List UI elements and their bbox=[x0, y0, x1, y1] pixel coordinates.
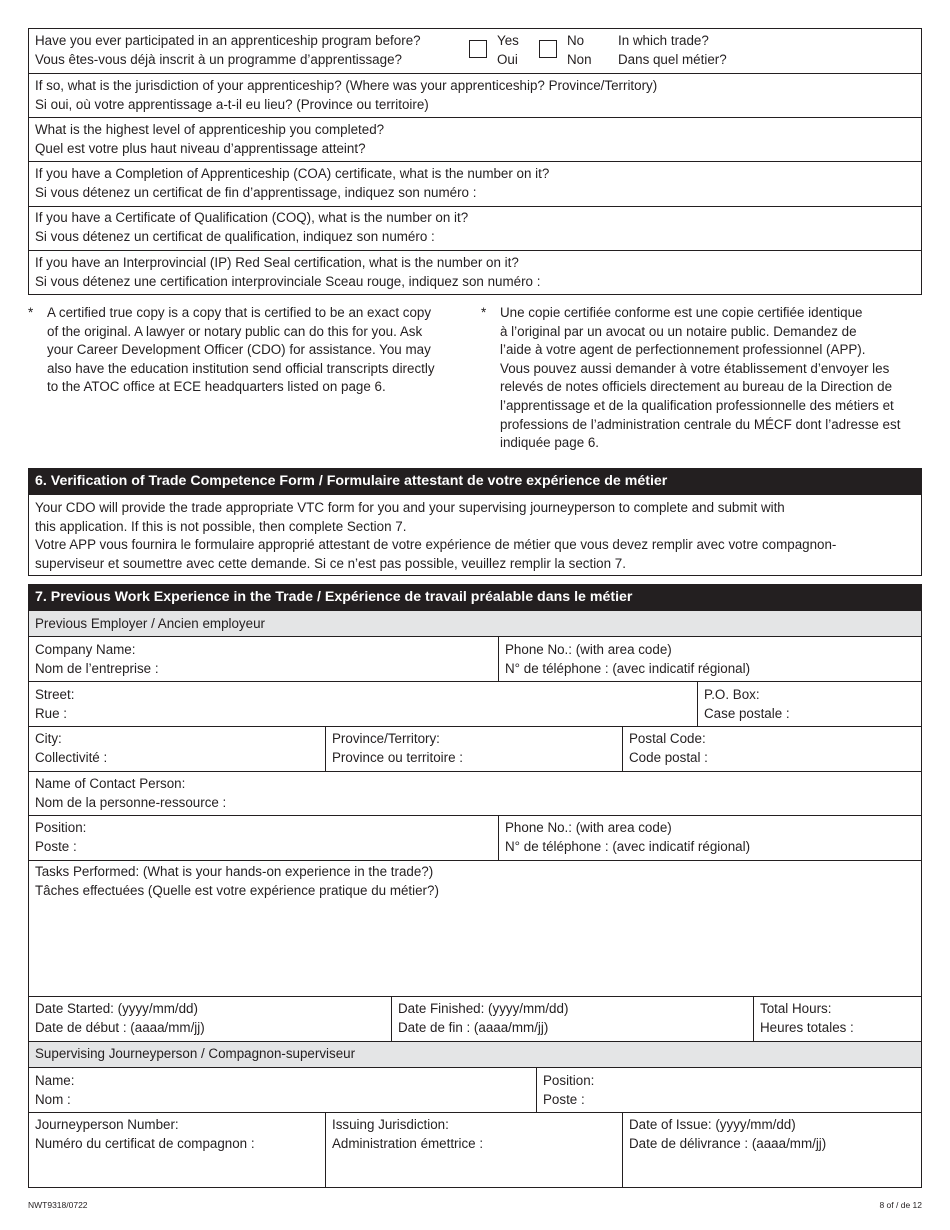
date-started-field[interactable]: Date Started: (yyyy/mm/dd) Date de début : (aaaa/mm/jj) bbox=[35, 1001, 205, 1035]
total-hours-field[interactable]: Total Hours: Heures totales : bbox=[760, 1001, 854, 1035]
page-number: 8 of / de 12 bbox=[879, 1200, 922, 1210]
divider bbox=[28, 161, 922, 162]
divider bbox=[28, 636, 922, 637]
divider bbox=[28, 1112, 922, 1113]
participated-yes-label: Yes Oui bbox=[497, 33, 519, 67]
tasks-performed-field[interactable]: Tasks Performed: (What is your hands-on experience in the trade?) Tâches effectuées (Quelle est votre expérience pratique du métier?) bbox=[35, 864, 439, 898]
date-finished-field[interactable]: Date Finished: (yyyy/mm/dd) Date de fin : (aaaa/mm/jj) bbox=[398, 1001, 569, 1035]
divider bbox=[28, 117, 922, 118]
divider bbox=[28, 250, 922, 251]
divider bbox=[28, 996, 922, 997]
divider bbox=[28, 771, 922, 772]
divider bbox=[622, 726, 623, 771]
coq-number-field[interactable]: If you have a Certificate of Qualification (COQ), what is the number on it? Si vous détenez un certificat de qualification, indiquez son numéro : bbox=[35, 210, 469, 244]
employer-phone-field[interactable]: Phone No.: (with area code) N° de téléphone : (avec indicatif régional) bbox=[505, 642, 751, 676]
participated-question: Have you ever participated in an apprenticeship program before? Vous êtes-vous déjà inscrit à un programme d’apprentissage? bbox=[35, 33, 421, 67]
section-6-title: 6. Verification of Trade Competence Form / Formulaire attestant de votre expérience de métier bbox=[28, 468, 922, 495]
street-field[interactable]: Street: Rue : bbox=[35, 687, 75, 721]
divider bbox=[325, 1112, 326, 1188]
highest-level-field[interactable]: What is the highest level of apprenticeship you completed? Quel est votre plus haut niveau d’apprentissage atteint? bbox=[35, 122, 385, 156]
red-seal-number-field[interactable]: If you have an Interprovincial (IP) Red Seal certification, what is the number on it? Si vous détenez une certification interprovinciale Sceau rouge, indiquez son numéro : bbox=[35, 255, 541, 289]
divider bbox=[28, 815, 922, 816]
divider bbox=[622, 1112, 623, 1188]
company-name-field[interactable]: Company Name: Nom de l’entreprise : bbox=[35, 642, 159, 676]
divider bbox=[28, 726, 922, 727]
divider bbox=[697, 681, 698, 726]
section-7-title: 7. Previous Work Experience in the Trade / Expérience de travail préalable dans le métier bbox=[28, 584, 922, 611]
divider bbox=[28, 681, 922, 682]
divider bbox=[391, 996, 392, 1041]
participated-no-checkbox[interactable] bbox=[539, 40, 557, 58]
jurisdiction-field[interactable]: If so, what is the jurisdiction of your apprenticeship? (Where was your apprenticeship? Province/Territory) Si oui, où votre apprentissage a-t-il eu lieu? (Province ou territoire) bbox=[35, 78, 658, 112]
divider bbox=[753, 996, 754, 1041]
divider bbox=[28, 1067, 922, 1068]
po-box-field[interactable]: P.O. Box: Case postale : bbox=[704, 687, 790, 721]
divider bbox=[28, 73, 922, 74]
participated-yes-checkbox[interactable] bbox=[469, 40, 487, 58]
journeyperson-header: Supervising Journeyperson / Compagnon-superviseur bbox=[35, 1046, 356, 1061]
divider bbox=[325, 726, 326, 771]
province-field[interactable]: Province/Territory: Province ou territoire : bbox=[332, 731, 463, 765]
form-code: NWT9318/0722 bbox=[28, 1200, 88, 1210]
date-of-issue-field[interactable]: Date of Issue: (yyyy/mm/dd) Date de délivrance : (aaaa/mm/jj) bbox=[629, 1117, 827, 1151]
contact-position-field[interactable]: Position: Poste : bbox=[35, 820, 87, 854]
note-french: * Une copie certifiée conforme est une copie certifiée identique à l’original par un avocat ou un notaire public. Demandez de l’aide à votre agent de perfectionnement professionnel (APP). Vous pouvez aussi demander à votre établissement d’envoyer les relevés de notes officiels directement au bureau de la Direction de l’apprentissage et de la qualification professionnelle des métiers et professions de l’administration centrale du MÉCF dont l’adresse est indiquée page 6. bbox=[481, 305, 901, 451]
employer-header: Previous Employer / Ancien employeur bbox=[35, 616, 265, 631]
contact-name-field[interactable]: Name of Contact Person: Nom de la personne-ressource : bbox=[35, 776, 227, 810]
asterisk: * bbox=[28, 305, 34, 320]
city-field[interactable]: City: Collectivité : bbox=[35, 731, 108, 765]
contact-phone-field[interactable]: Phone No.: (with area code) N° de téléphone : (avec indicatif régional) bbox=[505, 820, 751, 854]
divider bbox=[28, 206, 922, 207]
divider bbox=[498, 815, 499, 860]
coa-number-field[interactable]: If you have a Completion of Apprenticeship (COA) certificate, what is the number on it? Si vous détenez un certificat de fin d’apprentissage, indiquez son numéro : bbox=[35, 166, 550, 200]
note-english: * A certified true copy is a copy that is certified to be an exact copy of the original. A lawyer or notary public can do this for you. Ask your Career Development Officer (CDO) for assistance. You may also have the education institution send official transcripts directly to the ATOC office at ECE headquarters listed on page 6. bbox=[28, 305, 435, 395]
journeyperson-number-field[interactable]: Journeyperson Number: Numéro du certificat de compagnon : bbox=[35, 1117, 255, 1151]
journeyperson-position-field[interactable]: Position: Poste : bbox=[543, 1073, 595, 1107]
participated-no-label: No Non bbox=[567, 33, 592, 67]
divider bbox=[498, 636, 499, 681]
divider bbox=[536, 1067, 537, 1112]
section-6-text: Your CDO will provide the trade appropriate VTC form for you and your supervising journeyperson to complete and submit with this application. If this is not possible, then complete Section 7. Votre APP vous fournira le formulaire approprié attestant de votre expérience de métier que vous devez remplir avec votre compagnon- superviseur et soumettre avec cette demande. Si ce n’est pas possible, veuillez remplir la section 7. bbox=[35, 500, 837, 571]
journeyperson-name-field[interactable]: Name: Nom : bbox=[35, 1073, 75, 1107]
issuing-jurisdiction-field[interactable]: Issuing Jurisdiction: Administration émettrice : bbox=[332, 1117, 484, 1151]
divider bbox=[28, 860, 922, 861]
postal-code-field[interactable]: Postal Code: Code postal : bbox=[629, 731, 708, 765]
asterisk: * bbox=[481, 305, 487, 320]
which-trade-field[interactable]: In which trade? Dans quel métier? bbox=[618, 33, 727, 67]
